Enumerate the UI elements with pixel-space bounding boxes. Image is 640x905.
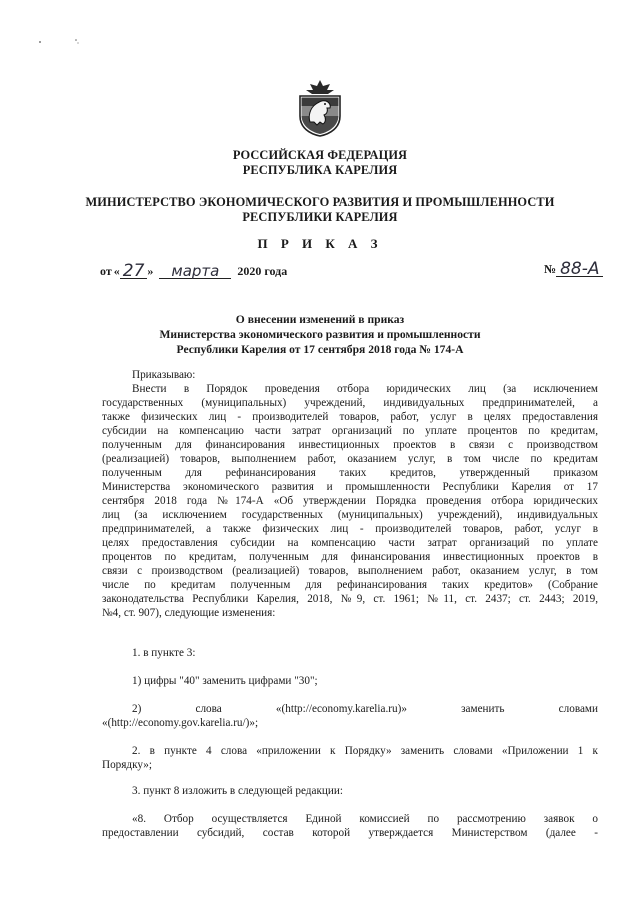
body-line: субсидии на компенсацию части затрат организаций по уплате процентов по кредитам, bbox=[102, 425, 598, 437]
body-line: полученным для рефинансирования таких кредитов, утвержденный приказом bbox=[102, 467, 598, 479]
subject-line: Министерства экономического развития и промышленности bbox=[159, 328, 481, 341]
body-line: Внести в Порядок проведения отбора юридических лиц (за исключением bbox=[132, 383, 598, 395]
item-1-2 bbox=[102, 702, 598, 730]
item-2-line: 2. в пункте 4 слова «приложении к Порядку» заменить словами «Приложении 1 к bbox=[132, 745, 598, 757]
body-line: (реализацией) товаров, выполнением работ, оказанием услуг, в том числе по кредитам bbox=[102, 453, 598, 465]
country-name: РОССИЙСКАЯ ФЕДЕРАЦИЯ bbox=[232, 148, 408, 162]
order-word: Приказываю: bbox=[132, 369, 196, 381]
body-line: №4, ст. 907), следующие изменения: bbox=[102, 607, 276, 619]
item-1-2-line: 2) слова «(http://economy.karelia.ru)» заменить словами bbox=[132, 703, 598, 715]
subject-line: О внесении изменений в приказ bbox=[235, 313, 405, 326]
subject-line: Республики Карелия от 17 сентября 2018 года № 174-А bbox=[176, 343, 464, 356]
coat-of-arms-emblem bbox=[292, 78, 348, 138]
order-body bbox=[102, 368, 598, 620]
body-line: целях предоставления субсидии на компенсацию части затрат организаций по уплате bbox=[102, 537, 598, 549]
body-line: также физических лиц - производителей товаров, работ, услуг в целях предоставления bbox=[102, 411, 598, 423]
date-prefix: от bbox=[100, 264, 112, 278]
item-1-1-text: 1) цифры "40" заменить цифрами "30"; bbox=[132, 675, 318, 687]
date-month-handwritten: марта bbox=[159, 264, 231, 279]
body-line: законодательства Республики Карелия, 2018, №9, ст. 1961; №11, ст. 2437; ст. 2443; 2019, bbox=[102, 593, 598, 605]
order-subject bbox=[150, 312, 490, 357]
number-prefix: № bbox=[544, 262, 557, 276]
date-day-handwritten: 27 bbox=[120, 264, 148, 279]
body-line: предпринимателей, а также физических лиц - производителей товаров, работ, услуг в bbox=[102, 523, 598, 535]
item-3-text bbox=[102, 812, 598, 840]
order-date bbox=[100, 261, 288, 281]
body-line: государственных (муниципальных) учреждений, индивидуальных предпринимателей, а bbox=[102, 397, 598, 409]
body-line: сентября 2018 года №174-А «Об утверждении Порядка проведения отбора юридических bbox=[102, 495, 598, 507]
ministry-name-line2: РЕСПУБЛИКИ КАРЕЛИЯ bbox=[242, 210, 398, 224]
republic-name: РЕСПУБЛИКА КАРЕЛИЯ bbox=[242, 163, 398, 177]
item-1-2-line: «(http://economy.gov.karelia.ru/)»; bbox=[102, 717, 259, 729]
item-3 bbox=[102, 784, 598, 798]
scan-specks bbox=[30, 30, 90, 50]
item-3-heading: 3. пункт 8 изложить в следующей редакции: bbox=[132, 785, 343, 797]
order-number-handwritten: 88-А bbox=[556, 262, 603, 277]
body-line: полученным для финансирования инвестиционных проектов в связи с производством bbox=[102, 439, 598, 451]
item-1-heading: 1. в пункте 3: bbox=[132, 647, 196, 659]
item-1 bbox=[102, 646, 598, 660]
document-type-title: П Р И К А З bbox=[257, 236, 383, 251]
body-line: числе по кредитам полученным для рефинансирования таких кредитов» (Собрание bbox=[102, 579, 598, 591]
item-2-line: Порядку»; bbox=[102, 759, 152, 771]
body-line: процентов по кредитам, полученным для финансирования инвестиционных проектов в bbox=[102, 551, 598, 563]
item-1-1 bbox=[102, 674, 598, 688]
body-line: связи с производством (реализацией) товаров, выполнением работ, оказанием услуг, в том bbox=[102, 565, 598, 577]
date-open-quote: « bbox=[113, 264, 120, 278]
date-year: 2020 года bbox=[237, 264, 288, 278]
item-3-line: предоставлении субсидий, состав которой утверждается Министерством (далее - bbox=[102, 827, 598, 839]
date-close-quote: » bbox=[147, 264, 154, 278]
item-3-line: «8. Отбор осуществляется Единой комиссией по рассмотрению заявок о bbox=[132, 813, 598, 825]
body-line: Министерства экономического развития и промышленности Республики Карелия от 17 bbox=[102, 481, 598, 493]
body-line: лиц (за исключением государственных (муниципальных) учреждений), индивидуальных bbox=[102, 509, 598, 521]
ministry-name-line1: МИНИСТЕРСТВО ЭКОНОМИЧЕСКОГО РАЗВИТИЯ И ПРОМЫШЛЕННОСТИ bbox=[85, 195, 555, 209]
item-2 bbox=[102, 744, 598, 772]
order-number bbox=[544, 259, 603, 279]
